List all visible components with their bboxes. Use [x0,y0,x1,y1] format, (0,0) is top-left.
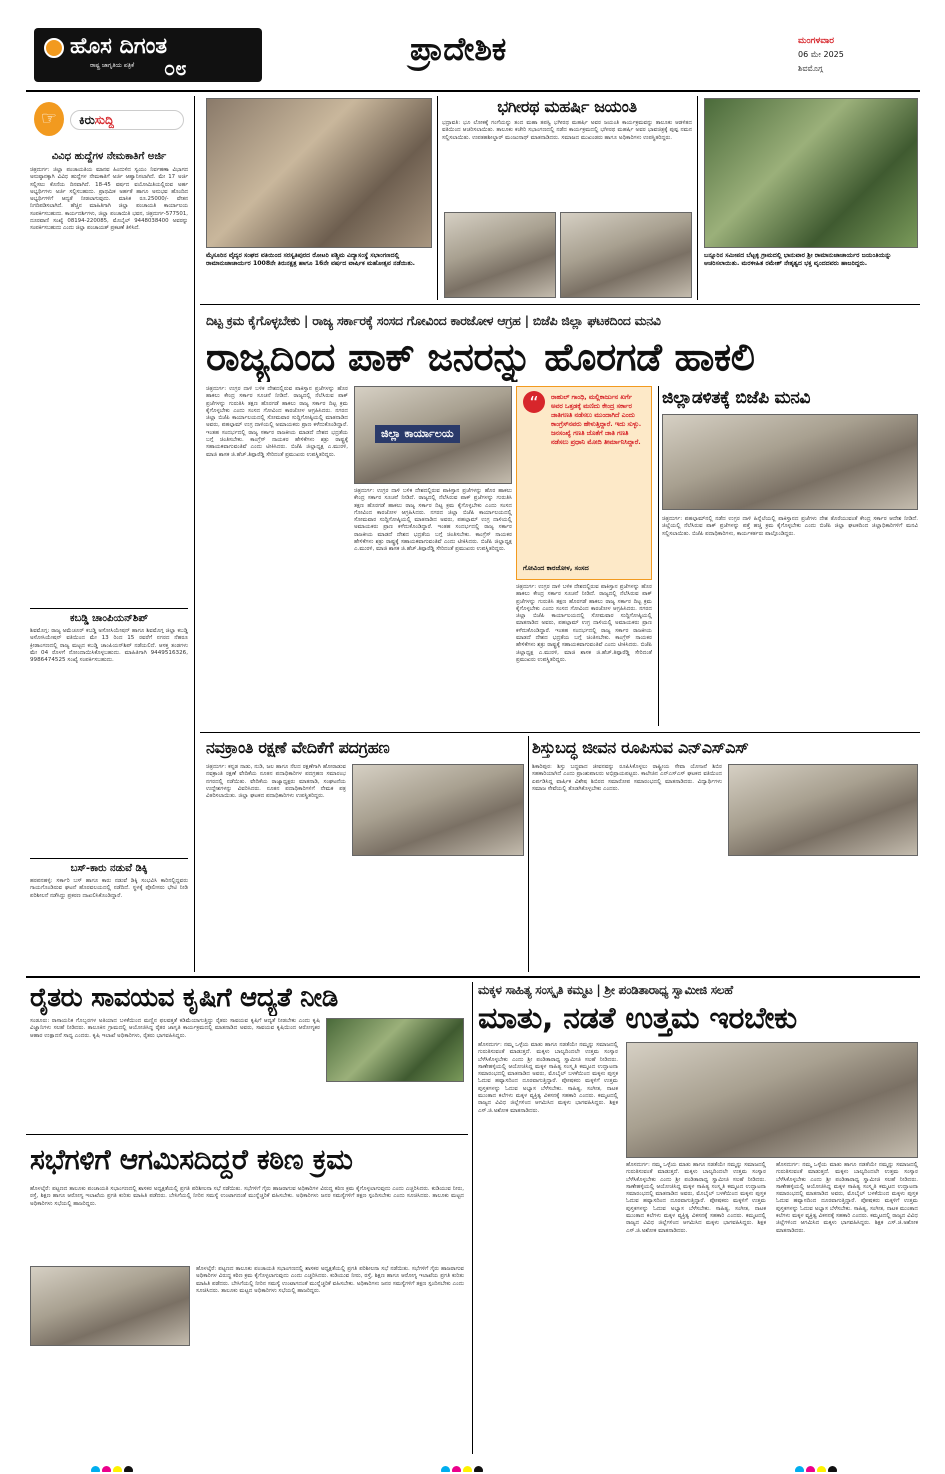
left-col-rule [194,96,195,972]
registration-marks-right [794,1460,854,1472]
masthead-date: 06 ಮೇ 2025 [798,50,844,59]
lower-col-rule [472,982,473,1454]
nss-body: ಶಿಕಾರಿಪುರ: ಶಿಸ್ತು ಬದ್ಧವಾದ ಜೀವನವನ್ನು ರೂಪಿಸಿಕೊಳ್ಳಲು ರಾಷ್ಟ್ರೀಯ ಸೇವಾ ಯೋಜನೆ ಶಿಬಿರ ಸಹಕಾರಿಯಾಗಿದೆ ಎಂದು ಪ್ರಾಂಶುಪಾಲರು ಅಭಿಪ್ರಾಯಪಟ್ಟರು. ಕಾಲೇಜಿನ ಎನ್‌ಎಸ್‌ಎಸ್ ಘಟಕದ ವತಿಯಿಂದ ಏರ್ಪಡಿಸಿದ್ದ ವಾರ್ಷಿಕ ವಿಶೇಷ ಶಿಬಿರದ ಸಮಾರೋಪ ಸಮಾರಂಭದಲ್ಲಿ ಮಾತನಾಡಿದರು. ವಿದ್ಯಾರ್ಥಿಗಳು ಸಮಾಜ ಸೇವೆಯಲ್ಲಿ ತೊಡಗಿಕೊಳ್ಳಬೇಕು ಎಂದರು. [532,764,722,792]
kammata-body-col3 [776,1162,918,1448]
masthead [26,24,920,90]
bhagiratha-body: ಭದ್ರಾವತಿ: ಭೂ ಲೋಕಕ್ಕೆ ಗಂಗೆಯನ್ನು ತಂದ ಮಹಾ ತಪಸ್ವಿ ಭಗೀರಥ ಮಹರ್ಷಿ ಅವರ ಜಯಂತಿ ಕಾರ್ಯಕ್ರಮವನ್ನು ತಾಲೂಕು ಆಡಳಿತದ ವತಿಯಿಂದ ಆಚರಿಸಲಾಯಿತು. ತಾಲೂಕು ಕಚೇರಿ ಸಭಾಂಗಣದಲ್ಲಿ ನಡೆದ ಕಾರ್ಯಕ್ರಮದಲ್ಲಿ ಭಗೀರಥ ಮಹರ್ಷಿ ಅವರ ಭಾವಚಿತ್ರಕ್ಕೆ ಪುಷ್ಪ ನಮನ ಸಲ್ಲಿಸಲಾಯಿತು. ಉಪತಹಶೀಲ್ದಾರ್ ಮಂಜುನಾಥ್ ಮಾತನಾಡಿದರು. ಸಮಾಜದ ಮುಖಂಡರು ಹಾಗೂ ಅಧಿಕಾರಿಗಳು ಉಪಸ್ಥಿತರಿದ್ದರು. [442,120,692,141]
lead-body-col1 [206,386,348,726]
photo-navakranti [352,764,524,856]
brand-name: ಹೊಸ ದಿಗಂತ [70,34,168,59]
meeting-body-cont [196,1266,464,1448]
side-story-body: ಚಿತ್ರದುರ್ಗ: ಪಹಲ್ಗಾಮ್‌ನಲ್ಲಿ ನಡೆದ ಉಗ್ರರ ದಾಳಿ ಹಿನ್ನೆಲೆಯಲ್ಲಿ ಪಾಕಿಸ್ತಾನದ ಪ್ರಜೆಗಳು ದೇಶ ತೊರೆಯುವಂತೆ ಕೇಂದ್ರ ಸರ್ಕಾರ ಆದೇಶ ನೀಡಿದೆ. ಜಿಲ್ಲೆಯಲ್ಲಿ ನೆಲೆಸಿರುವ ಪಾಕ್ ಪ್ರಜೆಗಳನ್ನು ಪತ್ತೆ ಹಚ್ಚಿ ಕ್ರಮ ಕೈಗೊಳ್ಳಬೇಕು ಎಂದು ಬಿಜೆಪಿ ಜಿಲ್ಲಾ ಘಟಕದಿಂದ ಜಿಲ್ಲಾಧಿಕಾರಿಗಳಿಗೆ ಮನವಿ ಸಲ್ಲಿಸಲಾಯಿತು. ಬಿಜೆಪಿ ಪದಾಧಿಕಾರಿಗಳು, ಕಾರ್ಯಕರ್ತರು ಪಾಲ್ಗೊಂಡಿದ್ದರು. [662,516,918,537]
lead-body: ಚಿತ್ರದುರ್ಗ: ಉಗ್ರರ ದಾಳಿ ಬಳಿಕ ದೇಶದಲ್ಲಿರುವ ಪಾಕಿಸ್ತಾನ ಪ್ರಜೆಗಳನ್ನು ಹೊರ ಹಾಕಲು ಕೇಂದ್ರ ಸರ್ಕಾರ ಸೂಚನೆ ನೀಡಿದೆ. ರಾಜ್ಯದಲ್ಲಿ ನೆಲೆಸಿರುವ ಪಾಕ್ ಪ್ರಜೆಗಳನ್ನು ಗುರುತಿಸಿ ತಕ್ಷಣ ಹೊರಗಡೆ ಹಾಕಲು ರಾಜ್ಯ ಸರ್ಕಾರ ದಿಟ್ಟ ಕ್ರಮ ಕೈಗೊಳ್ಳಬೇಕು ಎಂದು ಸಂಸದ ಗೋವಿಂದ ಕಾರಜೋಳ ಆಗ್ರಹಿಸಿದರು. ನಗರದ ಜಿಲ್ಲಾ ಬಿಜೆಪಿ ಕಾರ್ಯಾಲಯದಲ್ಲಿ ಸೋಮವಾರ ಸುದ್ದಿಗೋಷ್ಠಿಯಲ್ಲಿ ಮಾತನಾಡಿದ ಅವರು, ಪಹಲ್ಗಾಮ್ ಉಗ್ರ ದಾಳಿಯಲ್ಲಿ ಅಮಾಯಕರು ಪ್ರಾಣ ಕಳೆದುಕೊಂಡಿದ್ದಾರೆ. ಇಂತಹ ಸಂದರ್ಭದಲ್ಲಿ ರಾಜ್ಯ ಸರ್ಕಾರ ರಾಜಕೀಯ ಮಾಡದೆ ದೇಶದ ಭದ್ರತೆಯ ಬಗ್ಗೆ ಚಿಂತಿಸಬೇಕು. ಕಾಂಗ್ರೆಸ್ ನಾಯಕರ ಹೇಳಿಕೆಗಳು ಶತ್ರು ರಾಷ್ಟ್ರಕ್ಕೆ ಸಹಾಯಕವಾಗುವಂತಿವೆ ಎಂದು ಟೀಕಿಸಿದರು. ಬಿಜೆಪಿ ಜಿಲ್ಲಾಧ್ಯಕ್ಷ ಎ.ಮುರಳಿ, ಮಾಜಿ ಶಾಸಕ ಜಿ.ಹೆಚ್.ತಿಪ್ಪಾರೆಡ್ಡಿ ಸೇರಿದಂತೆ ಪ್ರಮುಖರು ಉಪಸ್ಥಿತರಿದ್ದರು. [206,386,348,458]
photo-bhagiratha-1 [444,212,556,298]
masthead-logo-box [34,28,262,82]
page-number: ೦೮ [164,56,187,80]
top-row-rule [200,304,920,305]
masthead-day: ಮಂಗಳವಾರ [798,36,835,46]
kammata-body-col1 [478,1042,618,1448]
left-news-1-body: ಚಿತ್ರದುರ್ಗ: ಜಿಲ್ಲಾ ಪಂಚಾಯತಿಯ ಮಾನವ ಹಿಂದುಳಿದ ಸ್ವಯಂ ನಿರ್ವಹಣಾ ವಿಭಾಗದ ಅನುಷ್ಠಾನಕ್ಕಾಗಿ ವಿವಿಧ ಹುದ್ದೆಗಳ ನೇಮಕಾತಿಗೆ ಅರ್ಜಿ ಆಹ್ವಾನಿಸಲಾಗಿದೆ. ಮೇ 17 ಅರ್ಜಿ ಸಲ್ಲಿಸಲು ಕೊನೆಯ ದಿನವಾಗಿದೆ. 18-45 ವರ್ಷದ ವಯೋಮಿತಿಯಲ್ಲಿರುವ ಅರ್ಹ ಅಭ್ಯರ್ಥಿಗಳು ಅರ್ಜಿ ಸಲ್ಲಿಸಬಹುದು. ಪ್ರಾಥಮಿಕ ಅರ್ಹತೆ ಹಾಗೂ ಅನುಭವ ಹೊಂದಿದ ಅಭ್ಯರ್ಥಿಗಳಿಗೆ ಆದ್ಯತೆ ನೀಡಲಾಗುವುದು. ಮಾಸಿಕ ರೂ.25000/- ವೇತನ ನಿಗದಿಪಡಿಸಲಾಗಿದೆ. ಹೆಚ್ಚಿನ ಮಾಹಿತಿಗಾಗಿ ಜಿಲ್ಲಾ ಪಂಚಾಯತಿ ಕಾರ್ಯಾಲಯ ಸಂಪರ್ಕಿಸಬಹುದು. ಕಾರ್ಯದರ್ಶಿಗಳು, ಜಿಲ್ಲಾ ಪಂಚಾಯಿತಿ ಭವನ, ಚಿತ್ರದುರ್ಗ-577501, ದೂರವಾಣಿ ಸಂಖ್ಯೆ 08194-220085, ಮೊಬೈಲ್ 9448038400 ಅವರನ್ನು ಸಂಪರ್ಕಿಸಬಹುದು ಎಂದು ಜಿಲ್ಲಾ ಪಂಚಾಯತ್ ಪ್ರಕಟಣೆ ತಿಳಿಸಿದೆ. [30,167,188,232]
photo-memorandum [662,414,918,510]
meeting-body: ಹೊಳಲ್ಕೆರೆ: ಪಟ್ಟಣದ ತಾಲೂಕು ಪಂಚಾಯತಿ ಸಭಾಂಗಣದಲ್ಲಿ ಶಾಸಕರ ಅಧ್ಯಕ್ಷತೆಯಲ್ಲಿ ಪ್ರಗತಿ ಪರಿಶೀಲನಾ ಸಭೆ ನಡೆಯಿತು. ಸಭೆಗಳಿಗೆ ಗೈರು ಹಾಜರಾಗುವ ಅಧಿಕಾರಿಗಳ ವಿರುದ್ಧ ಕಠಿಣ ಕ್ರಮ ಕೈಗೊಳ್ಳಲಾಗುವುದು ಎಂದು ಎಚ್ಚರಿಸಿದರು. ಕುಡಿಯುವ ನೀರು, ರಸ್ತೆ, ಶಿಕ್ಷಣ ಹಾಗೂ ಆರೋಗ್ಯ ಇಲಾಖೆಯ ಪ್ರಗತಿ ಕುರಿತು ಮಾಹಿತಿ ಪಡೆದರು. ಬೇಸಿಗೆಯಲ್ಲಿ ನೀರಿನ ಸಮಸ್ಯೆ ಉಂಟಾಗದಂತೆ ಮುನ್ನೆಚ್ಚರಿಕೆ ವಹಿಸಬೇಕು. ಅಧಿಕಾರಿಗಳು ಜನರ ಸಮಸ್ಯೆಗಳಿಗೆ ತಕ್ಷಣ ಸ್ಪಂದಿಸಬೇಕು ಎಂದು ಸೂಚಿಸಿದರು. ತಾಲೂಕು ಮಟ್ಟದ ಅಧಿಕಾರಿಗಳು ಸಭೆಯಲ್ಲಿ ಹಾಜರಿದ್ದರು. [30,1186,464,1207]
left-news-2-body: ಶಿವಮೊಗ್ಗ: ರಾಜ್ಯ ಅಮೆಚೂರ್ ಕಬಡ್ಡಿ ಅಸೋಸಿಯೇಷನ್ ಹಾಗೂ ಶಿವಮೊಗ್ಗ ಜಿಲ್ಲಾ ಕಬಡ್ಡಿ ಅಸೋಸಿಯೇಷನ್ ವತಿಯಿಂದ ಮೇ 13 ರಿಂದ 15 ರವರೆಗೆ ನಗರದ ನೆಹರೂ ಕ್ರೀಡಾಂಗಣದಲ್ಲಿ ರಾಜ್ಯ ಮಟ್ಟದ ಕಬಡ್ಡಿ ಚಾಂಪಿಯನ್‌ಶಿಪ್ ನಡೆಯಲಿದೆ. ಆಸಕ್ತ ತಂಡಗಳು ಮೇ 04 ರೊಳಗೆ ನೋಂದಾಯಿಸಿಕೊಳ್ಳಬಹುದು. ಮಾಹಿತಿಗಾಗಿ 9449516326, 9986474525 ಸಂಖ್ಯೆ ಸಂಪರ್ಕಿಸಬಹುದು. [30,628,188,664]
photo-nss [728,764,918,856]
kammata-body-3: ಹೊಸದುರ್ಗ: ನಮ್ಮ ಒಳ್ಳೆಯ ಮಾತು ಹಾಗೂ ನಡತೆಯೇ ನಮ್ಮನ್ನು ಸಮಾಜದಲ್ಲಿ ಗುರುತಿಸುವಂತೆ ಮಾಡುತ್ತದೆ. ಮಕ್ಕಳು ಬಾಲ್ಯದಿಂದಲೇ ಉತ್ತಮ ಸಂಸ್ಕಾರ ಬೆಳೆಸಿಕೊಳ್ಳಬೇಕು ಎಂದು ಶ್ರೀ ಪಂಡಿತಾರಾಧ್ಯ ಸ್ವಾಮೀಜಿ ಸಲಹೆ ನೀಡಿದರು. ಸಾಣೇಹಳ್ಳಿಯಲ್ಲಿ ಆಯೋಜಿಸಿದ್ದ ಮಕ್ಕಳ ಸಾಹಿತ್ಯ ಸಂಸ್ಕೃತಿ ಕಮ್ಮಟದ ಉದ್ಘಾಟನಾ ಸಮಾರಂಭದಲ್ಲಿ ಮಾತನಾಡಿದ ಅವರು, ಮೊಬೈಲ್ ಬಳಕೆಯಿಂದ ಮಕ್ಕಳು ಪುಸ್ತಕ ಓದುವ ಹವ್ಯಾಸದಿಂದ ದೂರವಾಗುತ್ತಿದ್ದಾರೆ. ಪೋಷಕರು ಮಕ್ಕಳಿಗೆ ಉತ್ತಮ ಪುಸ್ತಕಗಳನ್ನು ಓದುವ ಅಭ್ಯಾಸ ಬೆಳೆಸಬೇಕು. ಸಾಹಿತ್ಯ, ಸಂಗೀತ, ನಾಟಕ ಮುಂತಾದ ಕಲೆಗಳು ಮಕ್ಕಳ ವ್ಯಕ್ತಿತ್ವ ವಿಕಸನಕ್ಕೆ ಸಹಕಾರಿ ಎಂದರು. ಕಮ್ಮಟದಲ್ಲಿ ರಾಜ್ಯದ ವಿವಿಧ ಜಿಲ್ಲೆಗಳಿಂದ ಆಗಮಿಸಿದ ಮಕ್ಕಳು ಭಾಗವಹಿಸಿದ್ದರು. ಶಿಕ್ಷಕ ಎಸ್.ಜಿ.ಅಶೋಕ ಮಾತನಾಡಿದರು. [776,1162,918,1234]
top-col-rule-1 [437,96,438,300]
kirusuddi-label-a: ಕಿರು [79,113,95,127]
photo-bjp-office [354,386,512,484]
kirusuddi-label-b: ಸುದ್ದಿ [94,113,114,127]
organic-farming-body: ಸಂಡೂರು: ರಾಸಾಯನಿಕ ಗೊಬ್ಬರಗಳ ಅತಿಯಾದ ಬಳಕೆಯಿಂದ ಮಣ್ಣಿನ ಫಲವತ್ತತೆ ಕಡಿಮೆಯಾಗುತ್ತಿದ್ದು ರೈತರು ಸಾವಯವ ಕೃಷಿಗೆ ಆದ್ಯತೆ ನೀಡಬೇಕು ಎಂದು ಕೃಷಿ ವಿಜ್ಞಾನಿಗಳು ಸಲಹೆ ನೀಡಿದರು. ತಾಲೂಕಿನ ಗ್ರಾಮದಲ್ಲಿ ಆಯೋಜಿಸಿದ್ದ ರೈತರ ಜಾಗೃತಿ ಕಾರ್ಯಕ್ರಮದಲ್ಲಿ ಮಾತನಾಡಿದ ಅವರು, ಸಾವಯವ ಕೃಷಿಯಿಂದ ಆರೋಗ್ಯಕರ ಆಹಾರ ಉತ್ಪಾದನೆ ಸಾಧ್ಯ ಎಂದರು. ಕೃಷಿ ಇಲಾಖೆ ಅಧಿಕಾರಿಗಳು, ರೈತರು ಭಾಗವಹಿಸಿದ್ದರು. [30,1018,320,1039]
navakranti-story [206,736,524,972]
masthead-city: ಶಿವಮೊಗ್ಗ [798,64,823,73]
top-col-rule-2 [697,96,698,300]
photo-ramanuja-jayanti [704,98,918,248]
left-divider-1 [30,608,188,609]
left-news-3-title: ಬಸ್-ಕಾರು ನಡುವೆ ಡಿಕ್ಕಿ [70,863,148,874]
navakranti-body: ಚಿತ್ರದುರ್ಗ: ಕನ್ನಡ ನಾಡು, ನುಡಿ, ಜಲ ಹಾಗೂ ನೆಲದ ರಕ್ಷಣೆಗಾಗಿ ಹೋರಾಡುವ ನವಕ್ರಾಂತಿ ರಕ್ಷಣೆ ವೇದಿಕೆಯ ನೂತನ ಪದಾಧಿಕಾರಿಗಳ ಪದಗ್ರಹಣ ಸಮಾರಂಭ ನಗರದಲ್ಲಿ ನಡೆಯಿತು. ವೇದಿಕೆಯ ರಾಜ್ಯಾಧ್ಯಕ್ಷರು ಮಾತನಾಡಿ, ಸಂಘಟನೆಯ ಉದ್ದೇಶಗಳನ್ನು ವಿವರಿಸಿದರು. ನೂತನ ಪದಾಧಿಕಾರಿಗಳಿಗೆ ನೇಮಕ ಪತ್ರ ವಿತರಿಸಲಾಯಿತು. ಜಿಲ್ಲಾ ಘಟಕದ ಪದಾಧಿಕಾರಿಗಳು ಉಪಸ್ಥಿತರಿದ್ದರು. [206,764,346,800]
lead-bottom-rule [200,732,920,733]
nss-story [532,736,918,972]
navakranti-title: ನವಕ್ರಾಂತಿ ರಕ್ಷಣೆ ವೇದಿಕೆಗೆ ಪದಗ್ರಹಣ [206,738,390,757]
side-story-title: ಜಿಲ್ಲಾಡಳಿತಕ್ಕೆ ಬಿಜೆಪಿ ಮನವಿ [662,388,811,408]
masthead-rule [26,90,920,92]
photo-kammata [626,1042,918,1158]
registration-marks-mid [440,1460,500,1472]
mid-col-rule [528,736,529,972]
quote-mark-icon: “ [523,391,545,413]
photo-organic-farming [326,1018,464,1082]
nss-title: ಶಿಸ್ತುಬದ್ಧ ಜೀವನ ರೂಪಿಸುವ ಎನ್‌ಎಸ್‌ಎಸ್ [532,738,749,757]
brand-tagline: ರಾಷ್ಟ್ರ ಜಾಗೃತಿಯ ಪತ್ರಿಕೆ [90,62,135,69]
left-news-3 [30,862,188,972]
lead-quote-text: ರಾಹುಲ್ ಗಾಂಧಿ, ಮಲ್ಲಿಕಾರ್ಜುನ ಖರ್ಗೆ ಅವರ ಒತ್ತಡಕ್ಕೆ ಮಣಿದು ಕೇಂದ್ರ ಸರ್ಕಾರ ಜಾತಿಗಣತಿ ನಡೆಸಲು ಮುಂದಾಗಿದೆ ಎಂದು ಕಾಂಗ್ರೆಸ್‌ನವರು ಹೇಳುತ್ತಿದ್ದಾರೆ. ಇದು ಸುಳ್ಳು. ಜನಸಂಖ್ಯೆ ಗಣತಿ ಜೊತೆಗೆ ಜಾತಿ ಗಣತಿ ನಡೆಸಲು ಪ್ರಧಾನಿ ಮೋದಿ ತೀರ್ಮಾನಿಸಿದ್ದಾರೆ. [551,393,642,446]
kammata-headline: ಮಾತು, ನಡತೆ ಉತ್ತಮ ಇರಬೇಕು [478,1001,797,1036]
kammata-kicker: ಮಕ್ಕಳ ಸಾಹಿತ್ಯ ಸಂಸ್ಕೃತಿ ಕಮ್ಮಟ | ಶ್ರೀ ಪಂಡಿತಾರಾಧ್ಯ ಸ್ವಾಮೀಜಿ ಸಲಹೆ [478,983,733,997]
logo-emblem-icon [44,38,64,58]
bhagiratha-title: ಭಗೀರಥ ಮಹರ್ಷಿ ಜಯಂತಿ [497,97,637,116]
left-news-1-title: ವಿವಿಧ ಹುದ್ದೆಗಳ ನೇಮಕಾತಿಗೆ ಅರ್ಜಿ [51,151,167,162]
kammata-body-col2 [626,1162,766,1448]
kammata-body-2: ಹೊಸದುರ್ಗ: ನಮ್ಮ ಒಳ್ಳೆಯ ಮಾತು ಹಾಗೂ ನಡತೆಯೇ ನಮ್ಮನ್ನು ಸಮಾಜದಲ್ಲಿ ಗುರುತಿಸುವಂತೆ ಮಾಡುತ್ತದೆ. ಮಕ್ಕಳು ಬಾಲ್ಯದಿಂದಲೇ ಉತ್ತಮ ಸಂಸ್ಕಾರ ಬೆಳೆಸಿಕೊಳ್ಳಬೇಕು ಎಂದು ಶ್ರೀ ಪಂಡಿತಾರಾಧ್ಯ ಸ್ವಾಮೀಜಿ ಸಲಹೆ ನೀಡಿದರು. ಸಾಣೇಹಳ್ಳಿಯಲ್ಲಿ ಆಯೋಜಿಸಿದ್ದ ಮಕ್ಕಳ ಸಾಹಿತ್ಯ ಸಂಸ್ಕೃತಿ ಕಮ್ಮಟದ ಉದ್ಘಾಟನಾ ಸಮಾರಂಭದಲ್ಲಿ ಮಾತನಾಡಿದ ಅವರು, ಮೊಬೈಲ್ ಬಳಕೆಯಿಂದ ಮಕ್ಕಳು ಪುಸ್ತಕ ಓದುವ ಹವ್ಯಾಸದಿಂದ ದೂರವಾಗುತ್ತಿದ್ದಾರೆ. ಪೋಷಕರು ಮಕ್ಕಳಿಗೆ ಉತ್ತಮ ಪುಸ್ತಕಗಳನ್ನು ಓದುವ ಅಭ್ಯಾಸ ಬೆಳೆಸಬೇಕು. ಸಾಹಿತ್ಯ, ಸಂಗೀತ, ನಾಟಕ ಮುಂತಾದ ಕಲೆಗಳು ಮಕ್ಕಳ ವ್ಯಕ್ತಿತ್ವ ವಿಕಸನಕ್ಕೆ ಸಹಕಾರಿ ಎಂದರು. ಕಮ್ಮಟದಲ್ಲಿ ರಾಜ್ಯದ ವಿವಿಧ ಜಿಲ್ಲೆಗಳಿಂದ ಆಗಮಿಸಿದ ಮಕ್ಕಳು ಭಾಗವಹಿಸಿದ್ದರು. ಶಿಕ್ಷಕ ಎಸ್.ಜಿ.ಅಶೋಕ ಮಾತನಾಡಿದರು. [626,1162,766,1234]
mid-bottom-rule [26,976,920,978]
section-title: ಪ್ರಾದೇಶಿಕ [410,30,507,68]
caption-rotary-event: ಮೈಸೂರಿನ ವೈದ್ಯರ ಸಂಘದ ವತಿಯಿಂದ ಸರಸ್ವತಿಪುರದ ರೋಟರಿ ಪಶ್ಚಿಮ ವಿದ್ಯಾಸಂಸ್ಥೆ ಸಭಾಂಗಣದಲ್ಲಿ ರಾಮಾನುಜಾಚಾರ್ಯರ 1008ನೇ ತಿರುನಕ್ಷತ್ರ ಹಾಗೂ 16ನೇ ವರ್ಷದ ವಾರ್ಷಿಕ ಮಹೋತ್ಸವ ನಡೆಯಿತು. [206,252,416,267]
photo-bhagiratha-2 [560,212,692,298]
lead-body-col3 [516,584,652,726]
photo-bjp-office-label: ಜಿಲ್ಲಾ ಕಾರ್ಯಾಲಯ [375,425,460,443]
kirusuddi-header [30,100,188,140]
lower-left-rule [26,1134,468,1135]
lead-quote-by: ಗೋವಿಂದ ಕಾರಜೋಳ, ಸಂಸದ [523,564,589,572]
lead-body-col2 [354,488,512,726]
kammata-body: ಹೊಸದುರ್ಗ: ನಮ್ಮ ಒಳ್ಳೆಯ ಮಾತು ಹಾಗೂ ನಡತೆಯೇ ನಮ್ಮನ್ನು ಸಮಾಜದಲ್ಲಿ ಗುರುತಿಸುವಂತೆ ಮಾಡುತ್ತದೆ. ಮಕ್ಕಳು ಬಾಲ್ಯದಿಂದಲೇ ಉತ್ತಮ ಸಂಸ್ಕಾರ ಬೆಳೆಸಿಕೊಳ್ಳಬೇಕು ಎಂದು ಶ್ರೀ ಪಂಡಿತಾರಾಧ್ಯ ಸ್ವಾಮೀಜಿ ಸಲಹೆ ನೀಡಿದರು. ಸಾಣೇಹಳ್ಳಿಯಲ್ಲಿ ಆಯೋಜಿಸಿದ್ದ ಮಕ್ಕಳ ಸಾಹಿತ್ಯ ಸಂಸ್ಕೃತಿ ಕಮ್ಮಟದ ಉದ್ಘಾಟನಾ ಸಮಾರಂಭದಲ್ಲಿ ಮಾತನಾಡಿದ ಅವರು, ಮೊಬೈಲ್ ಬಳಕೆಯಿಂದ ಮಕ್ಕಳು ಪುಸ್ತಕ ಓದುವ ಹವ್ಯಾಸದಿಂದ ದೂರವಾಗುತ್ತಿದ್ದಾರೆ. ಪೋಷಕರು ಮಕ್ಕಳಿಗೆ ಉತ್ತಮ ಪುಸ್ತಕಗಳನ್ನು ಓದುವ ಅಭ್ಯಾಸ ಬೆಳೆಸಬೇಕು. ಸಾಹಿತ್ಯ, ಸಂಗೀತ, ನಾಟಕ ಮುಂತಾದ ಕಲೆಗಳು ಮಕ್ಕಳ ವ್ಯಕ್ತಿತ್ವ ವಿಕಸನಕ್ಕೆ ಸಹಕಾರಿ ಎಂದರು. ಕಮ್ಮಟದಲ್ಲಿ ರಾಜ್ಯದ ವಿವಿಧ ಜಿಲ್ಲೆಗಳಿಂದ ಆಗಮಿಸಿದ ಮಕ್ಕಳು ಭಾಗವಹಿಸಿದ್ದರು. ಶಿಕ್ಷಕ ಎಸ್.ಜಿ.ಅಶೋಕ ಮಾತನಾಡಿದರು. [478,1042,618,1114]
meeting-title: ಸಭೆಗಳಿಗೆ ಆಗಮಿಸದಿದ್ದರೆ ಕಠಿಣ ಕ್ರಮ [30,1143,353,1176]
lead-body-3: ಚಿತ್ರದುರ್ಗ: ಉಗ್ರರ ದಾಳಿ ಬಳಿಕ ದೇಶದಲ್ಲಿರುವ ಪಾಕಿಸ್ತಾನ ಪ್ರಜೆಗಳನ್ನು ಹೊರ ಹಾಕಲು ಕೇಂದ್ರ ಸರ್ಕಾರ ಸೂಚನೆ ನೀಡಿದೆ. ರಾಜ್ಯದಲ್ಲಿ ನೆಲೆಸಿರುವ ಪಾಕ್ ಪ್ರಜೆಗಳನ್ನು ಗುರುತಿಸಿ ತಕ್ಷಣ ಹೊರಗಡೆ ಹಾಕಲು ರಾಜ್ಯ ಸರ್ಕಾರ ದಿಟ್ಟ ಕ್ರಮ ಕೈಗೊಳ್ಳಬೇಕು ಎಂದು ಸಂಸದ ಗೋವಿಂದ ಕಾರಜೋಳ ಆಗ್ರಹಿಸಿದರು. ನಗರದ ಜಿಲ್ಲಾ ಬಿಜೆಪಿ ಕಾರ್ಯಾಲಯದಲ್ಲಿ ಸೋಮವಾರ ಸುದ್ದಿಗೋಷ್ಠಿಯಲ್ಲಿ ಮಾತನಾಡಿದ ಅವರು, ಪಹಲ್ಗಾಮ್ ಉಗ್ರ ದಾಳಿಯಲ್ಲಿ ಅಮಾಯಕರು ಪ್ರಾಣ ಕಳೆದುಕೊಂಡಿದ್ದಾರೆ. ಇಂತಹ ಸಂದರ್ಭದಲ್ಲಿ ರಾಜ್ಯ ಸರ್ಕಾರ ರಾಜಕೀಯ ಮಾಡದೆ ದೇಶದ ಭದ್ರತೆಯ ಬಗ್ಗೆ ಚಿಂತಿಸಬೇಕು. ಕಾಂಗ್ರೆಸ್ ನಾಯಕರ ಹೇಳಿಕೆಗಳು ಶತ್ರು ರಾಷ್ಟ್ರಕ್ಕೆ ಸಹಾಯಕವಾಗುವಂತಿವೆ ಎಂದು ಟೀಕಿಸಿದರು. ಬಿಜೆಪಿ ಜಿಲ್ಲಾಧ್ಯಕ್ಷ ಎ.ಮುರಳಿ, ಮಾಜಿ ಶಾಸಕ ಜಿ.ಹೆಚ್.ತಿಪ್ಪಾರೆಡ್ಡಿ ಸೇರಿದಂತೆ ಪ್ರಮುಖರು ಉಪಸ್ಥಿತರಿದ್ದರು. [516,584,652,663]
photo-meeting [30,1266,190,1346]
pointing-hand-icon: ☞ [34,102,64,136]
left-news-3-body: ಹರಪನಹಳ್ಳಿ: ಸರ್ಕಾರಿ ಬಸ್ ಹಾಗೂ ಕಾರು ನಡುವೆ ಡಿಕ್ಕಿ ಸಂಭವಿಸಿ ಕಾರಿನಲ್ಲಿದ್ದವರು ಗಾಯಗೊಂಡಿರುವ ಘಟನೆ ಹೊರವಲಯದಲ್ಲಿ ನಡೆದಿದೆ. ಸ್ಥಳಕ್ಕೆ ಪೊಲೀಸರು ಭೇಟಿ ನೀಡಿ ಪರಿಶೀಲನೆ ನಡೆಸಿದ್ದು ಪ್ರಕರಣ ದಾಖಲಿಸಿಕೊಂಡಿದ್ದಾರೆ. [30,878,188,899]
meeting-body-2: ಹೊಳಲ್ಕೆರೆ: ಪಟ್ಟಣದ ತಾಲೂಕು ಪಂಚಾಯತಿ ಸಭಾಂಗಣದಲ್ಲಿ ಶಾಸಕರ ಅಧ್ಯಕ್ಷತೆಯಲ್ಲಿ ಪ್ರಗತಿ ಪರಿಶೀಲನಾ ಸಭೆ ನಡೆಯಿತು. ಸಭೆಗಳಿಗೆ ಗೈರು ಹಾಜರಾಗುವ ಅಧಿಕಾರಿಗಳ ವಿರುದ್ಧ ಕಠಿಣ ಕ್ರಮ ಕೈಗೊಳ್ಳಲಾಗುವುದು ಎಂದು ಎಚ್ಚರಿಸಿದರು. ಕುಡಿಯುವ ನೀರು, ರಸ್ತೆ, ಶಿಕ್ಷಣ ಹಾಗೂ ಆರೋಗ್ಯ ಇಲಾಖೆಯ ಪ್ರಗತಿ ಕುರಿತು ಮಾಹಿತಿ ಪಡೆದರು. ಬೇಸಿಗೆಯಲ್ಲಿ ನೀರಿನ ಸಮಸ್ಯೆ ಉಂಟಾಗದಂತೆ ಮುನ್ನೆಚ್ಚರಿಕೆ ವಹಿಸಬೇಕು. ಅಧಿಕಾರಿಗಳು ಜನರ ಸಮಸ್ಯೆಗಳಿಗೆ ತಕ್ಷಣ ಸ್ಪಂದಿಸಬೇಕು ಎಂದು ಸೂಚಿಸಿದರು. ತಾಲೂಕು ಮಟ್ಟದ ಅಧಿಕಾರಿಗಳು ಸಭೆಯಲ್ಲಿ ಹಾಜರಿದ್ದರು. [196,1266,464,1294]
left-news-2-title: ಕಬಡ್ಡಿ ಚಾಂಪಿಯನ್‌ಶಿಪ್ [69,613,149,624]
lead-quote-box [516,386,652,580]
lead-body-2: ಚಿತ್ರದುರ್ಗ: ಉಗ್ರರ ದಾಳಿ ಬಳಿಕ ದೇಶದಲ್ಲಿರುವ ಪಾಕಿಸ್ತಾನ ಪ್ರಜೆಗಳನ್ನು ಹೊರ ಹಾಕಲು ಕೇಂದ್ರ ಸರ್ಕಾರ ಸೂಚನೆ ನೀಡಿದೆ. ರಾಜ್ಯದಲ್ಲಿ ನೆಲೆಸಿರುವ ಪಾಕ್ ಪ್ರಜೆಗಳನ್ನು ಗುರುತಿಸಿ ತಕ್ಷಣ ಹೊರಗಡೆ ಹಾಕಲು ರಾಜ್ಯ ಸರ್ಕಾರ ದಿಟ್ಟ ಕ್ರಮ ಕೈಗೊಳ್ಳಬೇಕು ಎಂದು ಸಂಸದ ಗೋವಿಂದ ಕಾರಜೋಳ ಆಗ್ರಹಿಸಿದರು. ನಗರದ ಜಿಲ್ಲಾ ಬಿಜೆಪಿ ಕಾರ್ಯಾಲಯದಲ್ಲಿ ಸೋಮವಾರ ಸುದ್ದಿಗೋಷ್ಠಿಯಲ್ಲಿ ಮಾತನಾಡಿದ ಅವರು, ಪಹಲ್ಗಾಮ್ ಉಗ್ರ ದಾಳಿಯಲ್ಲಿ ಅಮಾಯಕರು ಪ್ರಾಣ ಕಳೆದುಕೊಂಡಿದ್ದಾರೆ. ಇಂತಹ ಸಂದರ್ಭದಲ್ಲಿ ರಾಜ್ಯ ಸರ್ಕಾರ ರಾಜಕೀಯ ಮಾಡದೆ ದೇಶದ ಭದ್ರತೆಯ ಬಗ್ಗೆ ಚಿಂತಿಸಬೇಕು. ಕಾಂಗ್ರೆಸ್ ನಾಯಕರ ಹೇಳಿಕೆಗಳು ಶತ್ರು ರಾಷ್ಟ್ರಕ್ಕೆ ಸಹಾಯಕವಾಗುವಂತಿವೆ ಎಂದು ಟೀಕಿಸಿದರು. ಬಿಜೆಪಿ ಜಿಲ್ಲಾಧ್ಯಕ್ಷ ಎ.ಮುರಳಿ, ಮಾಜಿ ಶಾಸಕ ಜಿ.ಹೆಚ್.ತಿಪ್ಪಾರೆಡ್ಡಿ ಸೇರಿದಂತೆ ಪ್ರಮುಖರು ಉಪಸ್ಥಿತರಿದ್ದರು. [354,488,512,553]
photo-rotary-event [206,98,432,248]
registration-marks-left [90,1460,150,1472]
left-news-1 [30,150,188,602]
lead-col-rule [658,386,659,726]
left-news-2 [30,612,188,852]
lead-kicker: ದಿಟ್ಟ ಕ್ರಮ ಕೈಗೊಳ್ಳಬೇಕು | ರಾಜ್ಯ ಸರ್ಕಾರಕ್ಕೆ ಸಂಸದ ಗೋವಿಂದ ಕಾರಜೋಳ ಆಗ್ರಹ | ಬಿಜೆಪಿ ಜಿಲ್ಲಾ ಘಟಕದಿಂದ ಮನವಿ [206,313,661,328]
caption-ramanuja-jayanti: ಬನ್ನೂರಿನ ಸಮೀಪದ ಬೆಟ್ಟಳ್ಳಿ ಗ್ರಾಮದಲ್ಲಿ ಭಾನುವಾರ ಶ್ರೀ ರಾಮಾನುಜಾಚಾರ್ಯರ ಜಯಂತಿಯನ್ನು ಆಚರಿಸಲಾಯಿತು. ಮರಳೀಹಿತ ರಮೇಶ್ ನೇತೃತ್ವದ ಭಕ್ತ ವೃಂದದವರು ಹಾಜರಿದ್ದರು. [704,252,892,267]
left-divider-2 [30,858,188,859]
side-story-bjp [662,386,918,726]
lead-headline: ರಾಜ್ಯದಿಂದ ಪಾಕ್ ಜನರನ್ನು ಹೊರಗಡೆ ಹಾಕಲಿ [206,335,755,379]
bhagiratha-story [442,96,692,206]
organic-farming-title: ರೈತರು ಸಾವಯವ ಕೃಷಿಗೆ ಆದ್ಯತೆ ನೀಡಿ [30,983,338,1013]
